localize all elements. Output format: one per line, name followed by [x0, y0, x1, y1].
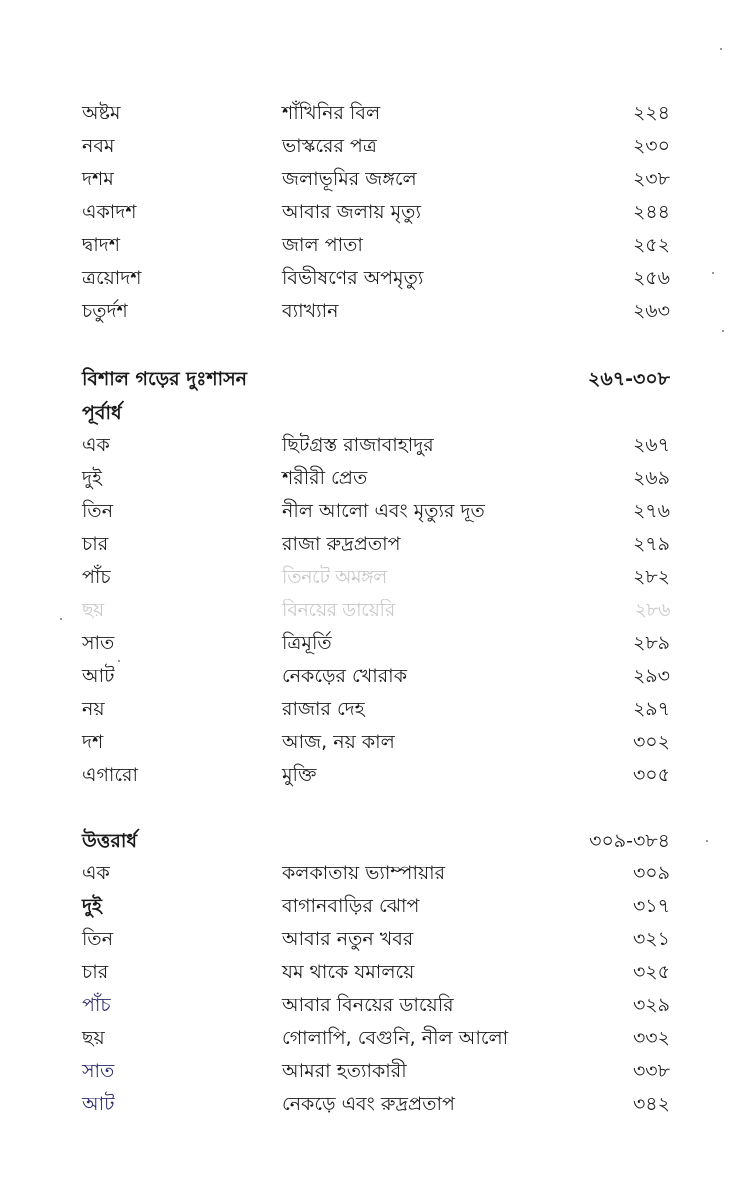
toc-row — [0, 197, 738, 227]
chapter-number: নয় — [82, 698, 105, 720]
chapter-number: চার — [82, 533, 109, 555]
toc-row — [0, 230, 738, 260]
chapter-number: দ্বাদশ — [82, 234, 121, 256]
chapter-number: দুই — [82, 895, 102, 917]
story-heading — [0, 364, 738, 394]
page-number: ২৩৮ — [632, 168, 670, 190]
page-number: ৩২৫ — [632, 961, 670, 983]
story-title: বিশাল গড়ের দুঃশাসন — [82, 368, 248, 390]
chapter-title: জাল পাতা — [282, 234, 363, 256]
scan-speck — [60, 618, 62, 620]
scan-speck — [712, 272, 714, 274]
toc-row — [0, 957, 738, 987]
chapter-title: আমরা হত্যাকারী — [282, 1060, 407, 1082]
part-page-range: ৩০৯-৩৮৪ — [589, 830, 670, 852]
chapter-number: পাঁচ — [82, 566, 111, 588]
chapter-title: জলাভূমির জঙ্গলে — [282, 168, 417, 190]
toc-row — [0, 760, 738, 790]
chapter-title: রাজা রুদ্রপ্রতাপ — [282, 533, 401, 555]
page-number: ২৫২ — [632, 234, 670, 256]
page-number: ২৯৩ — [632, 665, 670, 687]
toc-row — [0, 727, 738, 757]
chapter-number: তিন — [82, 500, 114, 522]
page-number: ২৮৯ — [632, 632, 670, 654]
chapter-title: আজ, নয় কাল — [282, 731, 395, 753]
toc-row — [0, 858, 738, 888]
chapter-number: নবম — [82, 135, 115, 157]
chapter-number: দুই — [82, 467, 102, 489]
chapter-number: অষ্টম — [82, 102, 121, 124]
chapter-number: চার — [82, 961, 109, 983]
chapter-number: সাত — [82, 632, 115, 654]
toc-row — [0, 463, 738, 493]
page-number: ২৫৬ — [632, 267, 670, 289]
chapter-title: আবার বিনয়ের ডায়েরি — [282, 994, 454, 1016]
page-number: ২৭৬ — [632, 500, 670, 522]
toc-row — [0, 562, 738, 592]
toc-row — [0, 595, 738, 625]
page-number: ২৮৬ — [634, 599, 670, 621]
chapter-number: দশ — [82, 731, 104, 753]
chapter-title: বিভীষণের অপমৃত্যু — [282, 267, 424, 289]
page-number: ২৭৯ — [632, 533, 670, 555]
chapter-title: ভাস্করের পত্র — [282, 135, 377, 157]
chapter-number: ছয় — [82, 1027, 105, 1049]
chapter-title: মুক্তি — [282, 764, 317, 786]
page-number: ২৬৭ — [632, 434, 670, 456]
toc-row — [0, 694, 738, 724]
chapter-number: পাঁচ — [82, 994, 111, 1016]
page-number: ২৬৩ — [632, 300, 670, 322]
toc-row — [0, 924, 738, 954]
page-number: ২৩০ — [632, 135, 670, 157]
page-number: ২২৪ — [632, 102, 670, 124]
toc-row — [0, 98, 738, 128]
chapter-title: শরীরী প্রেত — [282, 467, 368, 489]
chapter-number: এক — [82, 862, 110, 884]
page-number: ৩০৯ — [632, 862, 670, 884]
chapter-title: নেকড়ের খোরাক — [282, 665, 407, 687]
toc-row — [0, 164, 738, 194]
toc-row — [0, 1056, 738, 1086]
chapter-title: ছিটগ্রস্ত রাজাবাহাদুর — [282, 434, 434, 456]
chapter-title: রাজার দেহ — [282, 698, 365, 720]
chapter-number: এক — [82, 434, 110, 456]
chapter-title: আবার জলায় মৃত্যু — [282, 201, 421, 223]
chapter-title: ত্রিমূর্তি — [282, 632, 332, 654]
chapter-number: দশম — [82, 168, 114, 190]
toc-row — [0, 263, 738, 293]
chapter-number: ছয় — [82, 599, 104, 621]
page-number: ৩২৯ — [632, 994, 670, 1016]
toc-row — [0, 891, 738, 921]
toc-row — [0, 628, 738, 658]
part-heading — [0, 826, 738, 856]
chapter-number: ত্রয়োদশ — [82, 267, 142, 289]
chapter-title: নীল আলো এবং মৃত্যুর দূত — [282, 500, 485, 522]
toc-row — [0, 661, 738, 691]
chapter-title: ব্যাখ্যান — [282, 300, 339, 322]
part-heading — [0, 398, 738, 428]
toc-row — [0, 296, 738, 326]
page-number: ২৯৭ — [632, 698, 670, 720]
page-number: ২৮২ — [632, 566, 670, 588]
page-number: ৩২১ — [632, 928, 670, 950]
scan-speck — [722, 330, 724, 332]
chapter-title: যম থাকে যমালয়ে — [282, 961, 415, 983]
scan-speck — [706, 840, 708, 842]
toc-row — [0, 430, 738, 460]
page-number: ৩১৭ — [632, 895, 670, 917]
chapter-number: তিন — [82, 928, 114, 950]
chapter-title: কলকাতায় ভ্যাম্পায়ার — [282, 862, 446, 884]
page-number: ৩৩৮ — [632, 1060, 670, 1082]
chapter-title: তিনটে অমঙ্গল — [282, 566, 387, 588]
part-title: পূর্বার্ধ — [82, 402, 122, 424]
toc-row — [0, 1089, 738, 1119]
chapter-title: আবার নতুন খবর — [282, 928, 414, 950]
toc-row — [0, 131, 738, 161]
page-number: ৩০৫ — [632, 764, 670, 786]
toc-row — [0, 496, 738, 526]
toc-row — [0, 990, 738, 1020]
part-title: উত্তরার্ধ — [82, 830, 137, 852]
chapter-title: গোলাপি, বেগুনি, নীল আলো — [282, 1027, 509, 1049]
page-number: ২৪৪ — [632, 201, 670, 223]
toc-row — [0, 529, 738, 559]
chapter-number: চতুর্দশ — [82, 300, 128, 322]
chapter-number: এগারো — [82, 764, 139, 786]
chapter-title: শাঁখিনির বিল — [282, 102, 381, 124]
chapter-title: নেকড়ে এবং রুদ্রপ্রতাপ — [282, 1093, 455, 1115]
story-page-range: ২৬৭-৩০৮ — [588, 368, 670, 390]
chapter-number: একাদশ — [82, 201, 137, 223]
page-number: ২৬৯ — [632, 467, 670, 489]
scan-speck — [118, 660, 120, 662]
scan-speck — [720, 48, 722, 50]
chapter-title: বাগানবাড়ির ঝোপ — [282, 895, 420, 917]
chapter-title: বিনয়ের ডায়েরি — [282, 599, 395, 621]
page-number: ৩০২ — [632, 731, 670, 753]
toc-row — [0, 1023, 738, 1053]
page-number: ৩৩২ — [632, 1027, 670, 1049]
page-number: ৩৪২ — [632, 1093, 670, 1115]
chapter-number: আট — [82, 1093, 115, 1115]
chapter-number: সাত — [82, 1060, 115, 1082]
chapter-number: আট — [82, 665, 115, 687]
